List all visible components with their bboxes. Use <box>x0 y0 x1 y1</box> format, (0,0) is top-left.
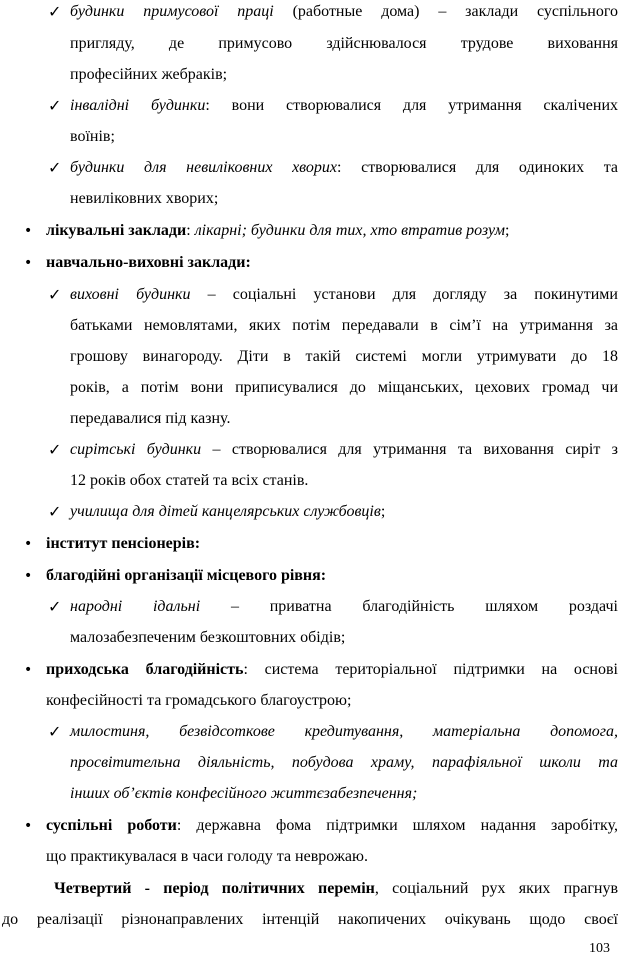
check-icon: ✓ <box>48 96 62 115</box>
text-line: професійних жебраків; <box>70 66 228 83</box>
check-icon: ✓ <box>48 597 62 616</box>
text-line: воїнів; <box>70 128 115 145</box>
bullet-icon: • <box>24 255 33 271</box>
text-line: що практикувалася в часи голоду та неврожаю. <box>46 848 368 865</box>
check-icon: ✓ <box>48 285 62 304</box>
text-line: приходська благодійність: система територіальної підтримки на основі <box>46 661 618 678</box>
text-line: інших об’єктів конфесійного життєзабезпечення; <box>70 785 418 802</box>
text-line: інвалідні будинки: вони створювалися для утримання скалічених <box>70 97 619 114</box>
text-line: училища для дітей канцелярських службовців; <box>70 503 386 520</box>
text-line: благодійні організації місцевого рівня: <box>46 567 327 584</box>
text-line: суспільні роботи: державна фома підтримки шляхом надання заробітку, <box>46 817 618 834</box>
text-line: грошову винагороду. Діти в такій системі могли утримувати до 18 <box>70 348 618 365</box>
text-line: сирітські будинки – створювалися для утримання та виховання сиріт з <box>70 441 618 458</box>
text-line: пригляду, де примусово здійснювалося трудове виховання <box>70 35 618 52</box>
text-line: будинки для невиліковних хворих: створювалися для одиноких та <box>70 159 618 176</box>
bullet-icon: • <box>24 223 33 239</box>
text-line: навчально-виховні заклади: <box>46 254 251 271</box>
text-line: до реалізації різнонаправлених інтенцій накопичених очікувань щодо своєї <box>2 911 618 928</box>
text-line: будинки примусової праці (работные дома) – заклади суспільного <box>70 3 618 20</box>
text-line: передавалися під казну. <box>70 410 231 427</box>
text-line: виховні будинки – соціальні установи для догляду за покинутими <box>70 286 618 303</box>
bullet-icon: • <box>24 568 33 584</box>
check-icon: ✓ <box>48 158 62 177</box>
text-line: лікувальні заклади: лікарні; будинки для тих, хто втратив розум; <box>46 222 510 239</box>
page-number: 103 <box>589 941 610 956</box>
check-icon: ✓ <box>48 722 62 741</box>
text-line: інститут пенсіонерів: <box>46 535 201 552</box>
text-line: років, а потім вони приписувалися до міщанських, цехових громад чи <box>70 379 618 396</box>
bullet-icon: • <box>24 818 33 834</box>
text-line: 12 років обох статей та всіх станів. <box>70 472 309 489</box>
text-line: невиліковних хворих; <box>70 190 219 207</box>
text-line: малозабезпеченим безкоштовних обідів; <box>70 629 346 646</box>
check-icon: ✓ <box>48 440 62 459</box>
text-line: народні ідальні – приватна благодійність шляхом роздачі <box>70 598 618 615</box>
bullet-icon: • <box>24 662 33 678</box>
text-line: просвітительна діяльність, побудова храму, парафіяльної школи та <box>70 754 618 771</box>
bullet-icon: • <box>24 536 33 552</box>
text-line: конфесійності та громадського благоустрою; <box>46 692 352 709</box>
check-icon: ✓ <box>48 2 62 21</box>
text-line: батьками немовлятами, яких потім передавали в сім’ї на утримання за <box>70 317 618 334</box>
text-line: Четвертий - період політичних перемін, соціальний рух яких прагнув <box>54 880 618 897</box>
check-icon: ✓ <box>48 502 62 521</box>
text-line: милостиня, безвідсоткове кредитування, матеріальна допомога, <box>70 723 618 740</box>
